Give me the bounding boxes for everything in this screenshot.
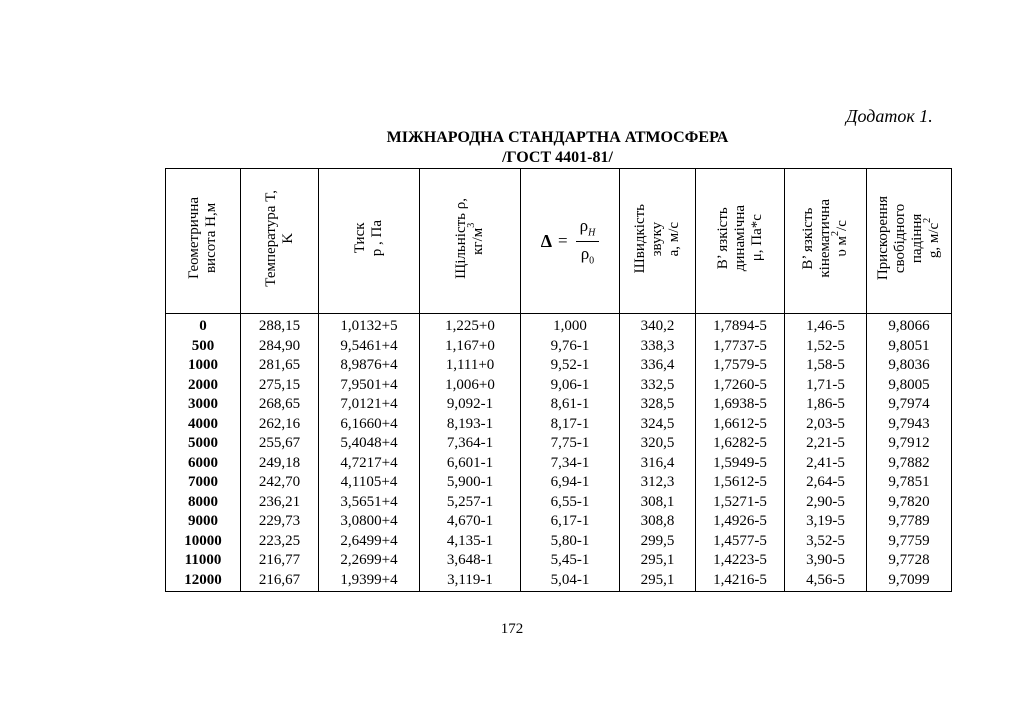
cell-gravity: 9,7099 bbox=[867, 571, 952, 592]
cell-pressure: 6,1660+4 bbox=[319, 415, 420, 435]
table-row bbox=[166, 493, 952, 513]
cell-temperature: 242,70 bbox=[241, 473, 319, 493]
cell-sound-speed: 340,2 bbox=[620, 314, 696, 337]
cell-altitude: 5000 bbox=[166, 434, 241, 454]
cell-pressure: 3,0800+4 bbox=[319, 512, 420, 532]
cell-density: 5,257-1 bbox=[420, 493, 521, 513]
table-row bbox=[166, 356, 952, 376]
cell-sound-speed: 338,3 bbox=[620, 337, 696, 357]
cell-altitude: 3000 bbox=[166, 395, 241, 415]
cell-gravity: 9,7789 bbox=[867, 512, 952, 532]
cell-pressure: 1,0132+5 bbox=[319, 314, 420, 337]
cell-dynamic-viscosity: 1,7260-5 bbox=[696, 376, 785, 396]
cell-kinematic-viscosity: 1,52-5 bbox=[785, 337, 867, 357]
cell-altitude: 9000 bbox=[166, 512, 241, 532]
cell-density: 7,364-1 bbox=[420, 434, 521, 454]
table-row bbox=[166, 314, 952, 337]
cell-pressure: 4,1105+4 bbox=[319, 473, 420, 493]
cell-density-ratio: 1,000 bbox=[521, 314, 620, 337]
cell-altitude: 11000 bbox=[166, 551, 241, 571]
header-kinematic-viscosity: В’ язкість кінематична υ $м^2/с$ bbox=[785, 169, 867, 314]
cell-kinematic-viscosity: 2,64-5 bbox=[785, 473, 867, 493]
table-row bbox=[166, 551, 952, 571]
cell-density-ratio: 6,55-1 bbox=[521, 493, 620, 513]
cell-kinematic-viscosity: 2,21-5 bbox=[785, 434, 867, 454]
cell-gravity: 9,7759 bbox=[867, 532, 952, 552]
cell-gravity: 9,7912 bbox=[867, 434, 952, 454]
cell-kinematic-viscosity: 1,58-5 bbox=[785, 356, 867, 376]
table-subtitle-standard: /ГОСТ 4401-81/ bbox=[502, 149, 613, 166]
cell-sound-speed: 336,4 bbox=[620, 356, 696, 376]
table-row bbox=[166, 434, 952, 454]
cell-gravity: 9,7728 bbox=[867, 551, 952, 571]
cell-density-ratio: 7,75-1 bbox=[521, 434, 620, 454]
cell-dynamic-viscosity: 1,6282-5 bbox=[696, 434, 785, 454]
header-dynamic-viscosity: В’ язкість динамічна μ, Па*с bbox=[696, 169, 785, 314]
table-row bbox=[166, 415, 952, 435]
cell-density: 5,900-1 bbox=[420, 473, 521, 493]
cell-temperature: 223,25 bbox=[241, 532, 319, 552]
header-gravity-acceleration: Прискорення свобідного падіння g, $м/с^2$ bbox=[867, 169, 952, 314]
cell-sound-speed: 295,1 bbox=[620, 571, 696, 592]
cell-sound-speed: 295,1 bbox=[620, 551, 696, 571]
cell-dynamic-viscosity: 1,5949-5 bbox=[696, 454, 785, 474]
cell-pressure: 7,0121+4 bbox=[319, 395, 420, 415]
cell-temperature: 255,67 bbox=[241, 434, 319, 454]
cell-density: 4,670-1 bbox=[420, 512, 521, 532]
cell-kinematic-viscosity: 2,41-5 bbox=[785, 454, 867, 474]
cell-gravity: 9,8051 bbox=[867, 337, 952, 357]
cell-dynamic-viscosity: 1,5271-5 bbox=[696, 493, 785, 513]
cell-density: 1,111+0 bbox=[420, 356, 521, 376]
cell-sound-speed: 312,3 bbox=[620, 473, 696, 493]
header-altitude: Геометрична висота H,м bbox=[166, 169, 241, 314]
cell-pressure: 8,9876+4 bbox=[319, 356, 420, 376]
cell-altitude: 1000 bbox=[166, 356, 241, 376]
cell-kinematic-viscosity: 1,71-5 bbox=[785, 376, 867, 396]
cell-density: 1,006+0 bbox=[420, 376, 521, 396]
cell-density-ratio: 9,06-1 bbox=[521, 376, 620, 396]
table-row bbox=[166, 512, 952, 532]
cell-temperature: 229,73 bbox=[241, 512, 319, 532]
cell-dynamic-viscosity: 1,7737-5 bbox=[696, 337, 785, 357]
cell-pressure: 1,9399+4 bbox=[319, 571, 420, 592]
cell-pressure: 3,5651+4 bbox=[319, 493, 420, 513]
cell-altitude: 12000 bbox=[166, 571, 241, 592]
cell-density-ratio: 6,94-1 bbox=[521, 473, 620, 493]
cell-density-ratio: 8,61-1 bbox=[521, 395, 620, 415]
cell-density: 6,601-1 bbox=[420, 454, 521, 474]
cell-density-ratio: 9,76-1 bbox=[521, 337, 620, 357]
table-row bbox=[166, 337, 952, 357]
cell-density-ratio: 5,04-1 bbox=[521, 571, 620, 592]
cell-density-ratio: 7,34-1 bbox=[521, 454, 620, 474]
cell-density-ratio: 6,17-1 bbox=[521, 512, 620, 532]
cell-temperature: 268,65 bbox=[241, 395, 319, 415]
page-number: 172 bbox=[500, 621, 524, 637]
header-temperature: Температура T, K bbox=[241, 169, 319, 314]
cell-altitude: 7000 bbox=[166, 473, 241, 493]
cell-pressure: 9,5461+4 bbox=[319, 337, 420, 357]
cell-temperature: 236,21 bbox=[241, 493, 319, 513]
cell-kinematic-viscosity: 3,19-5 bbox=[785, 512, 867, 532]
cell-density: 8,193-1 bbox=[420, 415, 521, 435]
cell-altitude: 2000 bbox=[166, 376, 241, 396]
standard-atmosphere-table bbox=[165, 168, 952, 592]
cell-gravity: 9,7882 bbox=[867, 454, 952, 474]
cell-altitude: 500 bbox=[166, 337, 241, 357]
cell-density-ratio: 9,52-1 bbox=[521, 356, 620, 376]
cell-dynamic-viscosity: 1,4216-5 bbox=[696, 571, 785, 592]
cell-pressure: 5,4048+4 bbox=[319, 434, 420, 454]
cell-kinematic-viscosity: 1,86-5 bbox=[785, 395, 867, 415]
table-header-row bbox=[166, 169, 952, 314]
cell-dynamic-viscosity: 1,7894-5 bbox=[696, 314, 785, 337]
cell-kinematic-viscosity: 1,46-5 bbox=[785, 314, 867, 337]
cell-gravity: 9,8036 bbox=[867, 356, 952, 376]
table-row bbox=[166, 532, 952, 552]
cell-temperature: 262,16 bbox=[241, 415, 319, 435]
cell-dynamic-viscosity: 1,7579-5 bbox=[696, 356, 785, 376]
cell-pressure: 2,2699+4 bbox=[319, 551, 420, 571]
table-body bbox=[166, 314, 952, 592]
cell-pressure: 2,6499+4 bbox=[319, 532, 420, 552]
cell-density: 4,135-1 bbox=[420, 532, 521, 552]
table-row bbox=[166, 395, 952, 415]
cell-temperature: 275,15 bbox=[241, 376, 319, 396]
cell-pressure: 7,9501+4 bbox=[319, 376, 420, 396]
cell-dynamic-viscosity: 1,4223-5 bbox=[696, 551, 785, 571]
cell-dynamic-viscosity: 1,4926-5 bbox=[696, 512, 785, 532]
cell-kinematic-viscosity: 2,90-5 bbox=[785, 493, 867, 513]
cell-temperature: 216,67 bbox=[241, 571, 319, 592]
cell-kinematic-viscosity: 4,56-5 bbox=[785, 571, 867, 592]
cell-dynamic-viscosity: 1,5612-5 bbox=[696, 473, 785, 493]
cell-gravity: 9,7820 bbox=[867, 493, 952, 513]
cell-density-ratio: 8,17-1 bbox=[521, 415, 620, 435]
cell-density: 9,092-1 bbox=[420, 395, 521, 415]
cell-sound-speed: 320,5 bbox=[620, 434, 696, 454]
cell-temperature: 249,18 bbox=[241, 454, 319, 474]
cell-density: 1,225+0 bbox=[420, 314, 521, 337]
cell-gravity: 9,8066 bbox=[867, 314, 952, 337]
cell-sound-speed: 308,1 bbox=[620, 493, 696, 513]
table-row bbox=[166, 571, 952, 592]
cell-sound-speed: 308,8 bbox=[620, 512, 696, 532]
cell-sound-speed: 332,5 bbox=[620, 376, 696, 396]
cell-sound-speed: 299,5 bbox=[620, 532, 696, 552]
cell-gravity: 9,8005 bbox=[867, 376, 952, 396]
cell-density: 3,648-1 bbox=[420, 551, 521, 571]
cell-density: 3,119-1 bbox=[420, 571, 521, 592]
cell-dynamic-viscosity: 1,6938-5 bbox=[696, 395, 785, 415]
cell-kinematic-viscosity: 2,03-5 bbox=[785, 415, 867, 435]
cell-kinematic-viscosity: 3,52-5 bbox=[785, 532, 867, 552]
header-density-ratio-formula: Δ = $\frac{\rho_H}{\rho_0}$ bbox=[521, 169, 620, 314]
table-row bbox=[166, 454, 952, 474]
cell-temperature: 281,65 bbox=[241, 356, 319, 376]
cell-pressure: 4,7217+4 bbox=[319, 454, 420, 474]
cell-dynamic-viscosity: 1,6612-5 bbox=[696, 415, 785, 435]
header-sound-speed: Швидкість звуку a, м/с bbox=[620, 169, 696, 314]
cell-density-ratio: 5,80-1 bbox=[521, 532, 620, 552]
cell-density: 1,167+0 bbox=[420, 337, 521, 357]
cell-dynamic-viscosity: 1,4577-5 bbox=[696, 532, 785, 552]
cell-altitude: 10000 bbox=[166, 532, 241, 552]
cell-sound-speed: 324,5 bbox=[620, 415, 696, 435]
cell-altitude: 6000 bbox=[166, 454, 241, 474]
table-title: МІЖНАРОДНА СТАНДАРТНА АТМОСФЕРА bbox=[386, 129, 729, 146]
table-row bbox=[166, 376, 952, 396]
cell-sound-speed: 328,5 bbox=[620, 395, 696, 415]
cell-temperature: 216,77 bbox=[241, 551, 319, 571]
cell-temperature: 288,15 bbox=[241, 314, 319, 337]
cell-gravity: 9,7943 bbox=[867, 415, 952, 435]
cell-altitude: 0 bbox=[166, 314, 241, 337]
cell-sound-speed: 316,4 bbox=[620, 454, 696, 474]
cell-altitude: 8000 bbox=[166, 493, 241, 513]
appendix-label: Додаток 1. bbox=[846, 106, 933, 126]
cell-gravity: 9,7974 bbox=[867, 395, 952, 415]
cell-altitude: 4000 bbox=[166, 415, 241, 435]
header-density: Щільність ρ, $кг/м^3$ bbox=[420, 169, 521, 314]
cell-temperature: 284,90 bbox=[241, 337, 319, 357]
table-row bbox=[166, 473, 952, 493]
cell-kinematic-viscosity: 3,90-5 bbox=[785, 551, 867, 571]
cell-gravity: 9,7851 bbox=[867, 473, 952, 493]
header-pressure: Тиск p , Па bbox=[319, 169, 420, 314]
cell-density-ratio: 5,45-1 bbox=[521, 551, 620, 571]
